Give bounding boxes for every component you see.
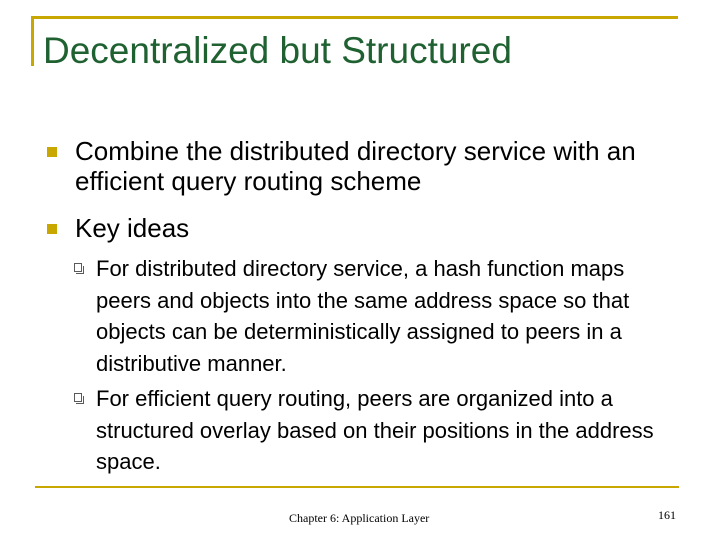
- sub-bullet-text: For distributed directory service, a hash function maps peers and objects into the same address space so that objects can be deterministically assigned to peers in a distributive manner.: [96, 256, 630, 376]
- square-bullet-icon: [47, 147, 57, 157]
- frame-top-rule: [31, 16, 678, 19]
- sub-bullet-item-routing: [96, 383, 676, 478]
- hollow-square-bullet-icon: [74, 263, 82, 272]
- slide-title: Decentralized but Structured: [43, 30, 512, 71]
- hollow-square-bullet-icon: [74, 393, 82, 402]
- bullet-item-combine: [75, 136, 685, 196]
- bullet-item-key-ideas: [75, 213, 685, 243]
- sub-bullet-text: For efficient query routing, peers are organized into a structured overlay based on their positions in the address space.: [96, 386, 654, 475]
- page-number: 161: [658, 508, 676, 522]
- sub-bullet-item-directory: [96, 253, 676, 379]
- footer-rule: [35, 486, 679, 488]
- frame-left-rule: [31, 16, 34, 66]
- square-bullet-icon: [47, 224, 57, 234]
- bullet-text: Key ideas: [75, 213, 190, 243]
- bullet-text: Combine the distributed directory service with an efficient query routing scheme: [75, 136, 636, 196]
- footer-chapter-label: Chapter 6: Application Layer: [289, 511, 430, 525]
